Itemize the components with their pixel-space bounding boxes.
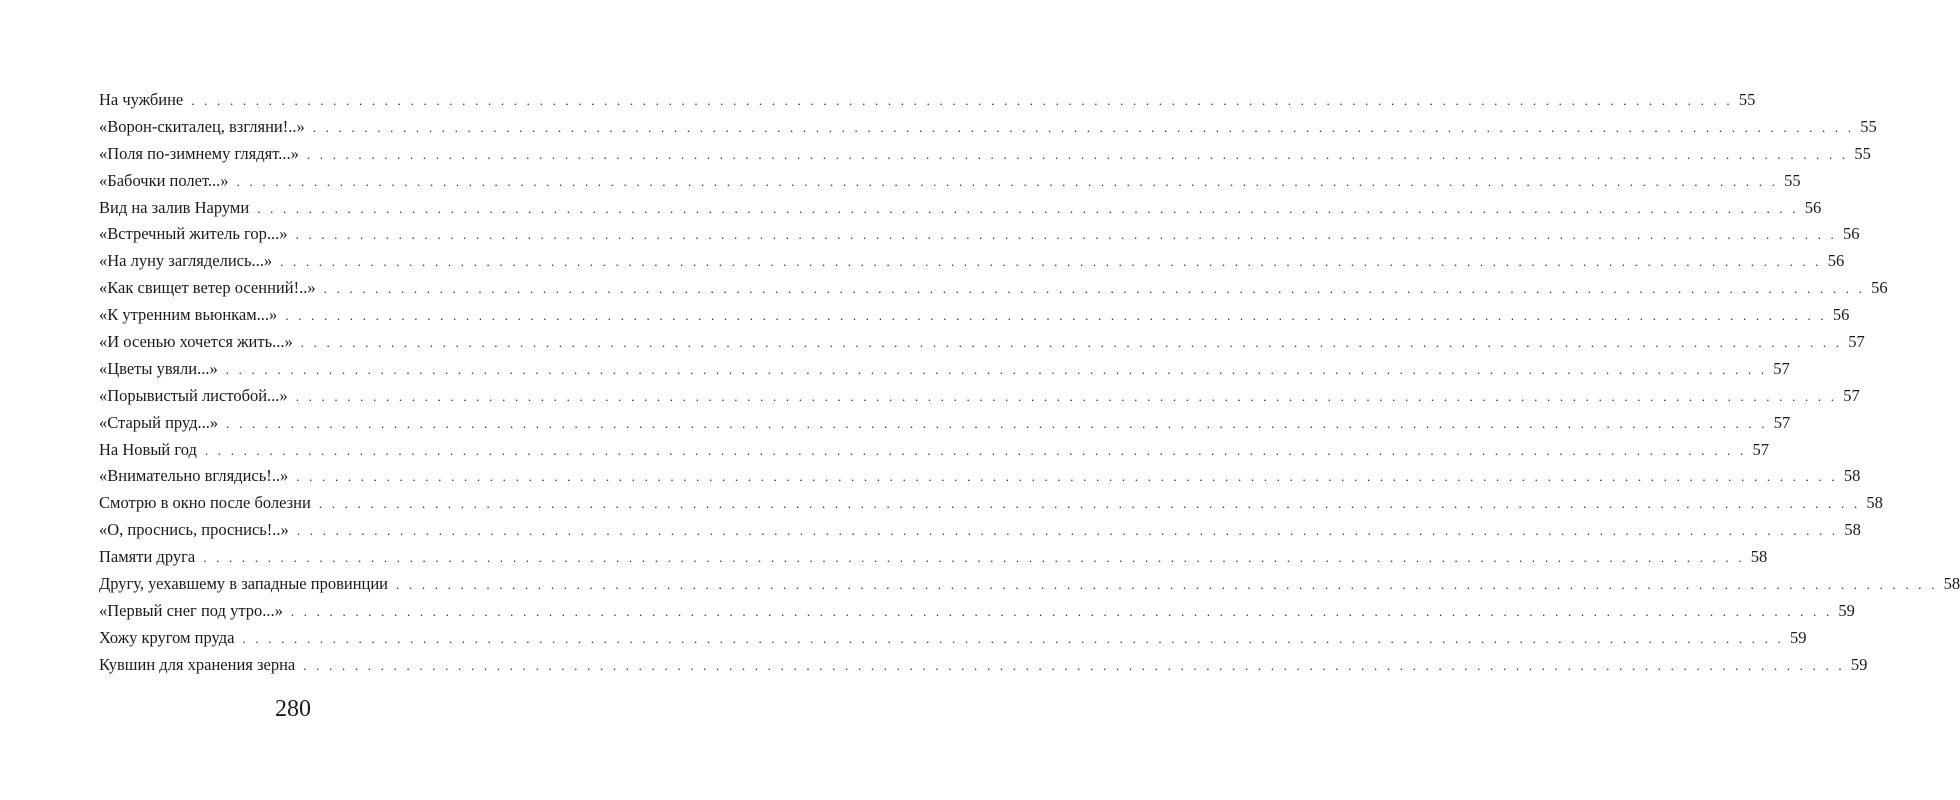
toc-entry-title: «Встречный житель гор...» <box>99 221 295 248</box>
toc-entry <box>99 598 1855 625</box>
toc-entry <box>99 141 1871 168</box>
toc-entry-title: Кувшин для хранения зерна <box>99 652 303 679</box>
toc-entry-page: 58 <box>1866 493 1883 513</box>
toc-entry-page: 55 <box>1784 170 1801 190</box>
dot-leader: . . . . . . . . . . . . . . . . . . . . . . . . . . . . . . . . . . . . . . . . . . . . . . . . . . . . . . . . . . . . . . . . . . . . . . . . . . . . . . . . . . . . . . . . . . . . . . . . . . . . . . . . . . . . . . . . . . . . . . . . <box>285 308 1827 324</box>
dot-leader: . . . . . . . . . . . . . . . . . . . . . . . . . . . . . . . . . . . . . . . . . . . . . . . . . . . . . . . . . . . . . . . . . . . . . . . . . . . . . . . . . . . . . . . . . . . . . . . . . . . . . . . . . . . . . . . . . . . . . . . . <box>300 335 1843 351</box>
toc-entry <box>99 168 1801 195</box>
toc-entry <box>99 625 1807 652</box>
toc-entry <box>99 652 1868 679</box>
toc-entry <box>99 195 1822 222</box>
toc-entry-page: 58 <box>1843 466 1861 486</box>
toc-entry-page: 55 <box>1738 90 1756 109</box>
toc-entry <box>99 356 1790 383</box>
dot-leader: . . . . . . . . . . . . . . . . . . . . . . . . . . . . . . . . . . . . . . . . . . . . . . . . . . . . . . . . . . . . . . . . . . . . . . . . . . . . . . . . . . . . . . . . . . . . . . . . . . . . . . . . . . . . . . . . . . . . . . . . <box>295 227 1838 243</box>
toc-entry-title: «Порывистый листобой...» <box>99 383 296 410</box>
dot-leader: . . . . . . . . . . . . . . . . . . . . . . . . . . . . . . . . . . . . . . . . . . . . . . . . . . . . . . . . . . . . . . . . . . . . . . . . . . . . . . . . . . . . . . . . . . . . . . . . . . . . . . . . . . . . . . . . . . . . . . . . <box>225 361 1768 377</box>
toc-entry-title: Смотрю в окно после болезни <box>99 490 319 517</box>
toc-entry-page: 57 <box>1773 412 1791 432</box>
toc-entry-page: 56 <box>1804 197 1822 217</box>
dot-leader: . . . . . . . . . . . . . . . . . . . . . . . . . . . . . . . . . . . . . . . . . . . . . . . . . . . . . . . . . . . . . . . . . . . . . . . . . . . . . . . . . . . . . . . . . . . . . . . . . . . . . . . . . . . . . . . . . . . . . . . . <box>295 388 1838 404</box>
toc-entry <box>99 463 1861 490</box>
toc-entry-page: 59 <box>1790 627 1807 647</box>
toc-entry-page: 59 <box>1850 654 1868 674</box>
toc-entry <box>99 410 1791 437</box>
toc-entry <box>99 248 1845 275</box>
toc-entry-page: 59 <box>1838 600 1855 620</box>
toc-entry-title: Хожу кругом пруда <box>99 625 242 652</box>
dot-leader: . . . . . . . . . . . . . . . . . . . . . . . . . . . . . . . . . . . . . . . . . . . . . . . . . . . . . . . . . . . . . . . . . . . . . . . . . . . . . . . . . . . . . . . . . . . . . . . . . . . . . . . . . . . . . . . . . . . . . . . . <box>257 200 1799 216</box>
toc-entry <box>99 302 1850 329</box>
toc-entry-title: «Как свищет ветер осенний!..» <box>99 275 324 302</box>
toc-entry <box>99 221 1860 248</box>
dot-leader: . . . . . . . . . . . . . . . . . . . . . . . . . . . . . . . . . . . . . . . . . . . . . . . . . . . . . . . . . . . . . . . . . . . . . . . . . . . . . . . . . . . . . . . . . . . . . . . . . . . . . . . . . . . . . . . . . . . . . . . . <box>290 603 1833 619</box>
toc-entry-page: 57 <box>1773 358 1790 378</box>
toc-entry <box>99 114 1877 141</box>
toc-entry-title: Памяти друга <box>99 544 203 571</box>
toc-entry-title: Вид на залив Наруми <box>99 195 257 222</box>
toc-entry-page: 57 <box>1843 385 1860 405</box>
toc-entry-title: «Первый снег под утро...» <box>99 598 291 625</box>
dot-leader: . . . . . . . . . . . . . . . . . . . . . . . . . . . . . . . . . . . . . . . . . . . . . . . . . . . . . . . . . . . . . . . . . . . . . . . . . . . . . . . . . . . . . . . . . . . . . . . . . . . . . . . . . . . . . . . . . . . . . . . . <box>191 93 1733 108</box>
toc-entry-page: 57 <box>1848 332 1865 352</box>
dot-leader: . . . . . . . . . . . . . . . . . . . . . . . . . . . . . . . . . . . . . . . . . . . . . . . . . . . . . . . . . . . . . . . . . . . . . . . . . . . . . . . . . . . . . . . . . . . . . . . . . . . . . . . . . . . . . . . . . . . . . . . . <box>323 281 1866 297</box>
dot-leader: . . . . . . . . . . . . . . . . . . . . . . . . . . . . . . . . . . . . . . . . . . . . . . . . . . . . . . . . . . . . . . . . . . . . . . . . . . . . . . . . . . . . . . . . . . . . . . . . . . . . . . . . . . . . . . . . . . . . . . . . <box>204 442 1747 458</box>
toc-entry <box>99 437 1769 464</box>
toc-entry <box>99 490 1883 517</box>
toc-entry <box>99 383 1860 410</box>
page-number: 280 <box>275 696 311 722</box>
dot-leader: . . . . . . . . . . . . . . . . . . . . . . . . . . . . . . . . . . . . . . . . . . . . . . . . . . . . . . . . . . . . . . . . . . . . . . . . . . . . . . . . . . . . . . . . . . . . . . . . . . . . . . . . . . . . . . . . . . . . . . . . <box>242 630 1785 646</box>
toc-entry <box>99 571 1960 598</box>
toc-entry <box>99 517 1861 544</box>
dot-leader: . . . . . . . . . . . . . . . . . . . . . . . . . . . . . . . . . . . . . . . . . . . . . . . . . . . . . . . . . . . . . . . . . . . . . . . . . . . . . . . . . . . . . . . . . . . . . . . . . . . . . . . . . . . . . . . . . . . . . . . . <box>296 523 1839 539</box>
toc-entry-page: 58 <box>1750 547 1768 567</box>
dot-leader: . . . . . . . . . . . . . . . . . . . . . . . . . . . . . . . . . . . . . . . . . . . . . . . . . . . . . . . . . . . . . . . . . . . . . . . . . . . . . . . . . . . . . . . . . . . . . . . . . . . . . . . . . . . . . . . . . . . . . . . . <box>280 254 1822 270</box>
toc-entry-page: 58 <box>1943 574 1960 594</box>
toc-entry-title: «Поля по-зимнему глядят...» <box>99 141 307 168</box>
toc-entry-title: «Внимательно вглядись!..» <box>99 463 296 490</box>
toc-entry-page: 55 <box>1854 143 1871 163</box>
toc-entry <box>99 275 1888 302</box>
dot-leader: . . . . . . . . . . . . . . . . . . . . . . . . . . . . . . . . . . . . . . . . . . . . . . . . . . . . . . . . . . . . . . . . . . . . . . . . . . . . . . . . . . . . . . . . . . . . . . . . . . . . . . . . . . . . . . . . . . . . . . . . <box>226 415 1768 431</box>
toc-entry-page: 56 <box>1832 305 1850 325</box>
toc-entry-title: На Новый год <box>99 437 205 464</box>
toc-entry-page: 58 <box>1844 520 1861 540</box>
toc-entry-title: «На луну загляделись...» <box>99 248 280 275</box>
toc-entry-title: «Ворон-скиталец, взгляни!..» <box>99 114 313 141</box>
toc-entry-title: «И осенью хочется жить...» <box>99 329 301 356</box>
toc-entry-title: «Старый пруд...» <box>99 410 226 437</box>
toc-entry-title: «Бабочки полет...» <box>99 168 237 195</box>
dot-leader: . . . . . . . . . . . . . . . . . . . . . . . . . . . . . . . . . . . . . . . . . . . . . . . . . . . . . . . . . . . . . . . . . . . . . . . . . . . . . . . . . . . . . . . . . . . . . . . . . . . . . . . . . . . . . . . . . . . . . . . . <box>203 550 1745 566</box>
dot-leader: . . . . . . . . . . . . . . . . . . . . . . . . . . . . . . . . . . . . . . . . . . . . . . . . . . . . . . . . . . . . . . . . . . . . . . . . . . . . . . . . . . . . . . . . . . . . . . . . . . . . . . . . . . . . . . . . . . . . . . . . <box>296 469 1838 485</box>
toc-entry-page: 56 <box>1827 251 1845 271</box>
toc-entry-title: На чужбине <box>99 87 191 114</box>
toc-entry <box>99 329 1865 356</box>
toc-entry-title: Другу, уехавшему в западные провинции <box>99 571 396 598</box>
toc-entry-page: 56 <box>1843 224 1860 244</box>
dot-leader: . . . . . . . . . . . . . . . . . . . . . . . . . . . . . . . . . . . . . . . . . . . . . . . . . . . . . . . . . . . . . . . . . . . . . . . . . . . . . . . . . . . . . . . . . . . . . . . . . . . . . . . . . . . . . . . . . . . . . . . . <box>236 173 1779 189</box>
dot-leader: . . . . . . . . . . . . . . . . . . . . . . . . . . . . . . . . . . . . . . . . . . . . . . . . . . . . . . . . . . . . . . . . . . . . . . . . . . . . . . . . . . . . . . . . . . . . . . . . . . . . . . . . . . . . . . . . . . . . . . . . <box>318 496 1861 512</box>
dot-leader: . . . . . . . . . . . . . . . . . . . . . . . . . . . . . . . . . . . . . . . . . . . . . . . . . . . . . . . . . . . . . . . . . . . . . . . . . . . . . . . . . . . . . . . . . . . . . . . . . . . . . . . . . . . . . . . . . . . . . . . . <box>306 146 1849 162</box>
dot-leader: . . . . . . . . . . . . . . . . . . . . . . . . . . . . . . . . . . . . . . . . . . . . . . . . . . . . . . . . . . . . . . . . . . . . . . . . . . . . . . . . . . . . . . . . . . . . . . . . . . . . . . . . . . . . . . . . . . . . . . . . <box>303 657 1845 673</box>
toc-entry-page: 57 <box>1752 439 1769 459</box>
dot-leader: . . . . . . . . . . . . . . . . . . . . . . . . . . . . . . . . . . . . . . . . . . . . . . . . . . . . . . . . . . . . . . . . . . . . . . . . . . . . . . . . . . . . . . . . . . . . . . . . . . . . . . . . . . . . . . . . . . . . . . . . <box>312 119 1855 135</box>
toc-entry-title: «О, проснись, проснись!..» <box>99 517 297 544</box>
toc-entry-page: 56 <box>1871 278 1888 298</box>
toc-entry <box>99 544 1768 571</box>
toc-entry-page: 55 <box>1860 116 1877 136</box>
dot-leader: . . . . . . . . . . . . . . . . . . . . . . . . . . . . . . . . . . . . . . . . . . . . . . . . . . . . . . . . . . . . . . . . . . . . . . . . . . . . . . . . . . . . . . . . . . . . . . . . . . . . . . . . . . . . . . . . . . . . . . . . <box>396 577 1938 593</box>
toc-entry-title: «Цветы увяли...» <box>99 356 226 383</box>
toc-entry-title: «К утренним вьюнкам...» <box>99 302 285 329</box>
toc-entry <box>99 87 1756 114</box>
table-of-contents <box>99 87 1960 679</box>
